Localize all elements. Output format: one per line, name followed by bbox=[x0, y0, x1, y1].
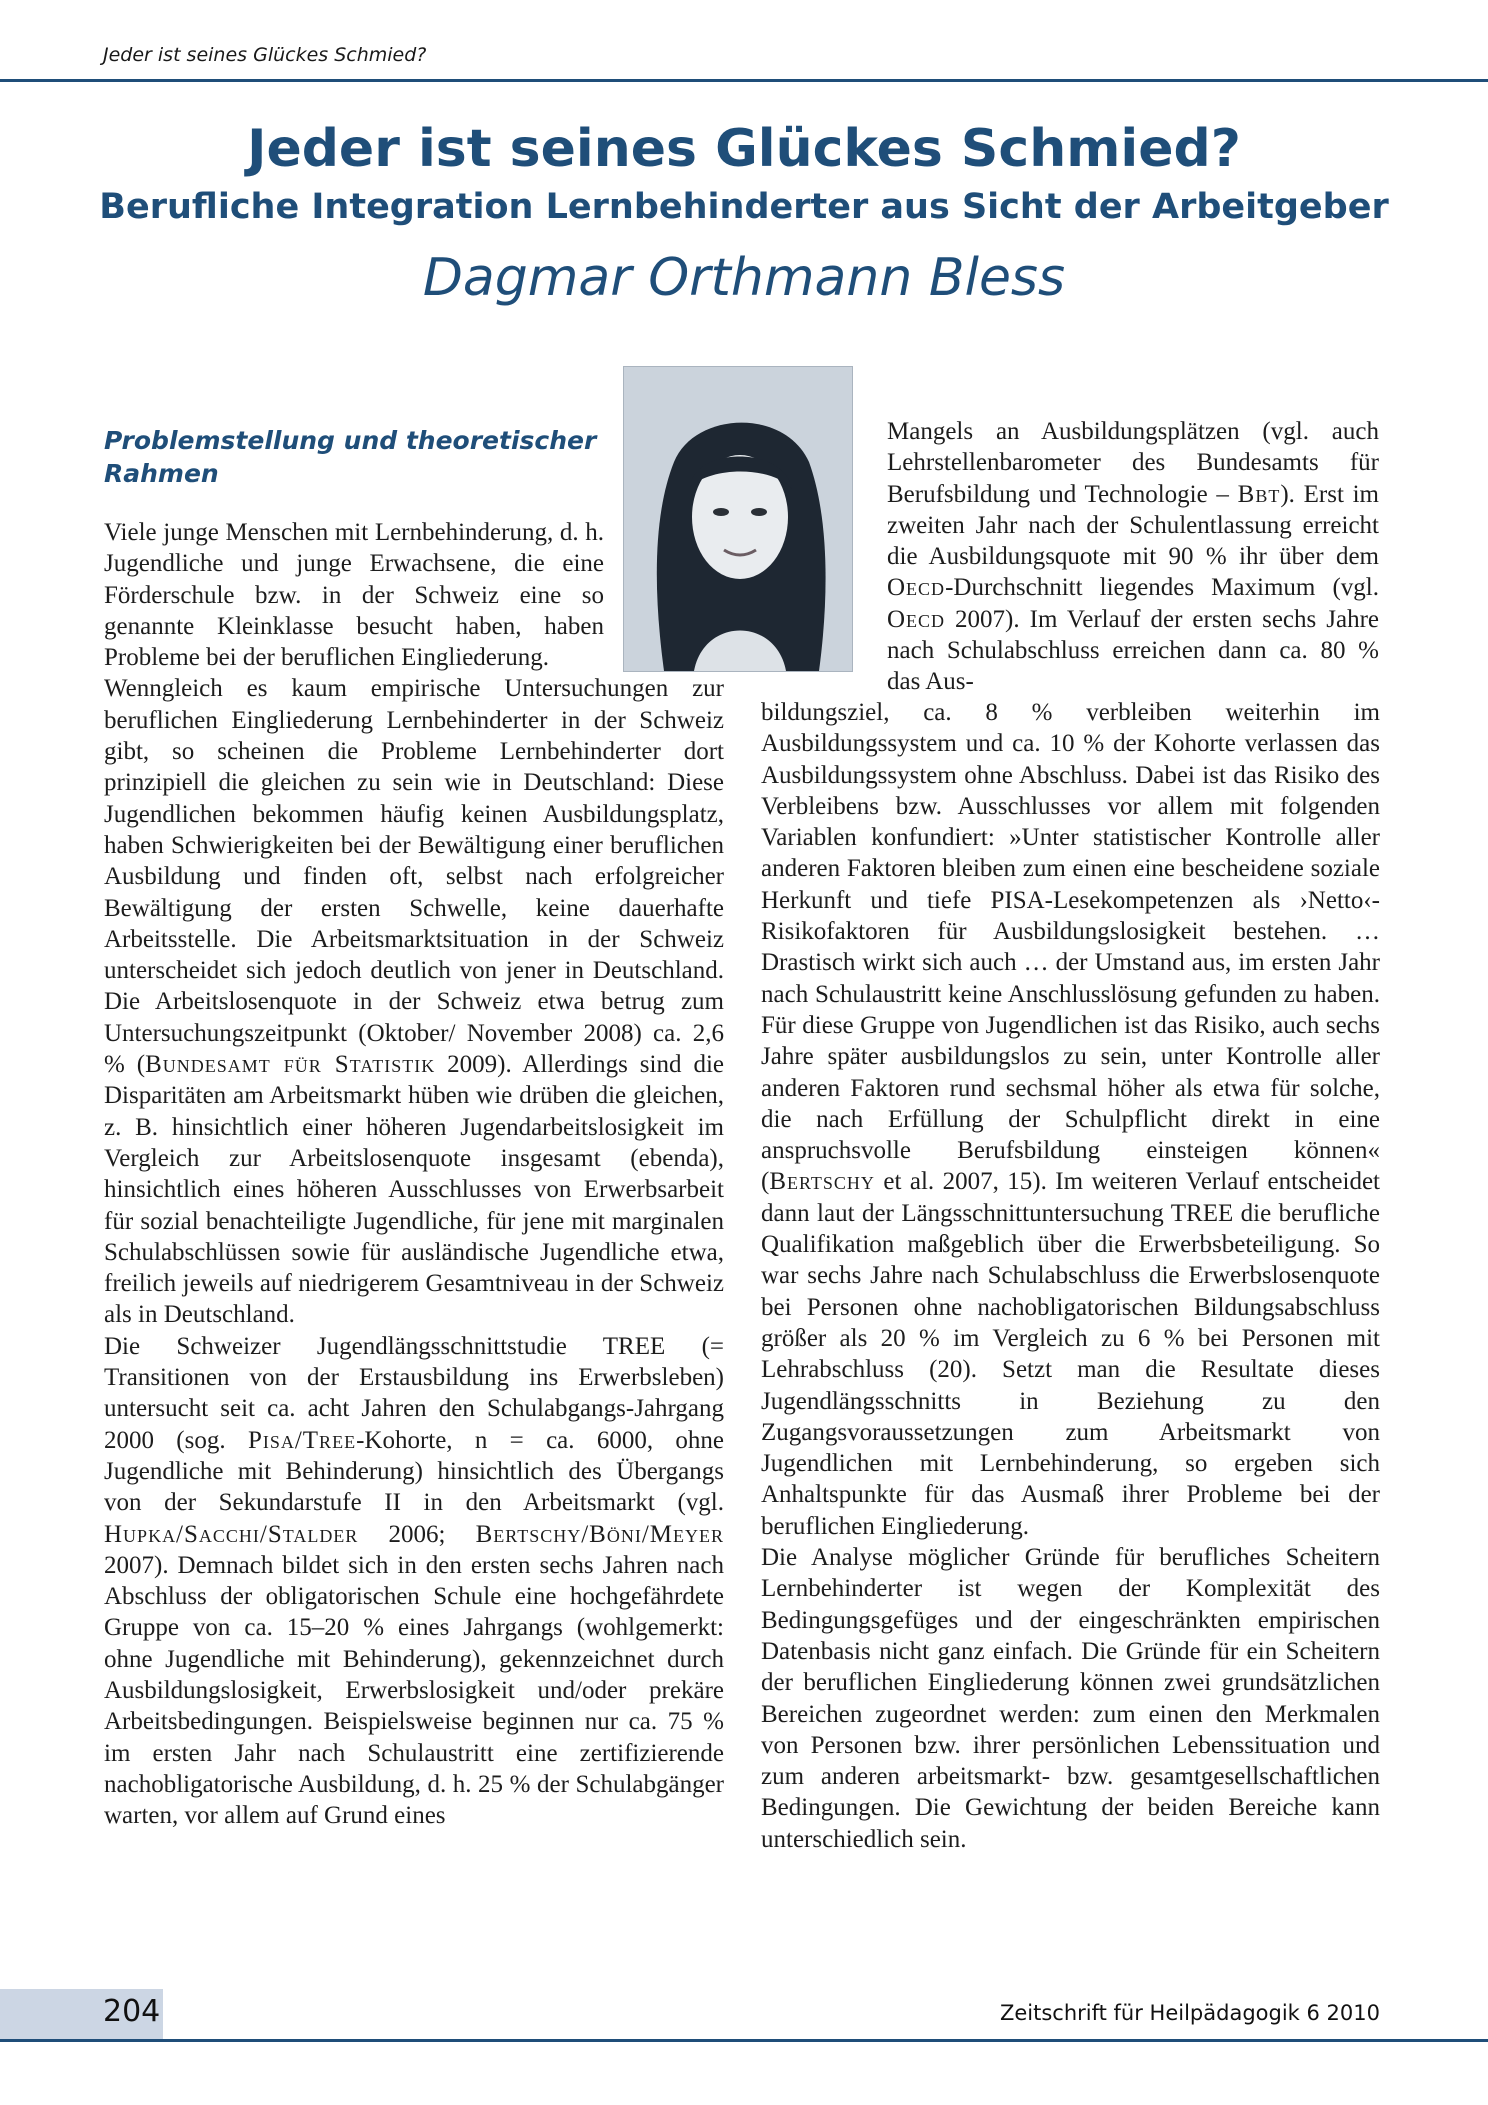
author-name: Dagmar Orthmann Bless bbox=[422, 248, 1066, 308]
right-column-top bbox=[887, 416, 1379, 698]
page-number: 204 bbox=[103, 1994, 161, 2029]
paragraph: Mangels an Ausbildungsplätzen (vgl. auch Lehrstellenbarometer des Bundesamts für Berufsbildung und Technologie – Bbt). Erst im zweiten Jahr nach der Schulentlassung erreicht die Ausbildungsquote mit 90 % ihr über dem Oecd-Durchschnitt liegendes Maximum (vgl. Oecd 2007). Im Verlauf der ersten sechs Jahre nach Schulabschluss erreichen dann ca. 80 % das Aus- bbox=[887, 418, 1379, 696]
running-head: Jeder ist seines Glückes Schmied? bbox=[103, 44, 427, 66]
citation: Bundesamt für Statistik bbox=[145, 1051, 436, 1079]
article-title: Jeder ist seines Glückes Schmied? bbox=[247, 119, 1241, 179]
citation: Pisa/Tree bbox=[247, 1426, 357, 1454]
header-rule bbox=[0, 79, 1488, 82]
article-subtitle: Berufliche Integration Lernbehinderter aus Sicht der Arbeitgeber bbox=[99, 187, 1389, 227]
citation: Hupka/Sacchi/Stalder bbox=[104, 1520, 359, 1548]
title-block bbox=[0, 118, 1488, 314]
journal-citation: Zeitschrift für Heilpädagogik 6 2010 bbox=[999, 2001, 1380, 2025]
left-column bbox=[104, 420, 724, 1831]
paragraph: Wenngleich es kaum empirische Untersuchungen zur beruflichen Eingliederung Lernbehinderter in der Schweiz gibt, so scheinen die Probleme Lernbehinderter dort prinzipiell die gleichen zu sein wie in Deutschland: Diese Jugendlichen bekommen häufig keinen Ausbildungsplatz, haben Schwierigkeiten bei der Bewältigung einer beruflichen Ausbildung und finden oft, selbst nach erfolgreicher Bewältigung der ersten Schwelle, keine dauerhafte Arbeitsstelle. Die Arbeitsmarktsituation in der Schweiz unterscheidet sich jedoch deutlich von jener in Deutschland. Die Arbeitslosenquote in der Schweiz etwa betrug zum Untersuchungszeitpunkt (Oktober/ November 2008) ca. 2,6 % (Bundesamt für Statistik 2009). Allerdings sind die Disparitäten am Arbeitsmarkt hüben wie drüben die gleichen, z. B. hinsichtlich einer höheren Jugendarbeitslosigkeit im Vergleich zur Arbeitslosenquote insgesamt (ebenda), hinsichtlich eines höheren Ausschlusses von Erwerbsarbeit für sozial benachteiligte Jugendliche, für jene mit marginalen Schulabschlüssen sowie für ausländische Jugendliche etwa, freilich jeweils auf niedrigerem Gesamtniveau in der Schweiz als in Deutschland. bbox=[104, 675, 724, 1329]
paragraph: bildungsziel, ca. 8 % verbleiben weiterhin im Ausbildungssystem und ca. 10 % der Kohorte verlassen das Ausbildungssystem ohne Abschluss. Dabei ist das Risiko des Verbleibens bzw. Ausschlusses vor allem mit folgenden Variablen konfundiert: »Unter statistischer Kontrolle aller anderen Faktoren bleiben zum einen eine bescheidene soziale Herkunft und tiefe PISA-Lesekompetenzen als ›Netto‹-Risikofaktoren für Ausbildungslosigkeit bestehen. … Drastisch wirkt sich auch … der Umstand aus, im ersten Jahr nach Schulaustritt keine Anschlusslösung gefunden zu haben. Für diese Gruppe von Jugendlichen ist das Risiko, auch sechs Jahre später ausbildungslos zu sein, unter Kontrolle aller anderen Faktoren rund sechsmal höher als etwa für solche, die nach Erfüllung der Schulpflicht direkt in eine anspruchsvolle Berufsbildung einsteigen können« (Bertschy et al. 2007, 15). Im weiteren Verlauf entscheidet dann laut der Längsschnittuntersuchung TREE die berufliche Qualifikation maßgeblich über die Erwerbsbeteiligung. So war sechs Jahre nach Schulabschluss die Erwerbslosenquote bei Personen ohne nachobligatorischen Bildungsabschluss größer als 20 % im Vergleich zu 6 % bei Personen mit Lehrabschluss (20). Setzt man die Resultate dieses Jugendlängsschnitts in Beziehung zu den Zugangsvoraussetzungen zum Arbeitsmarkt von Jugendlichen mit Lernbehinderung, so ergeben sich Anhaltspunkte für das Ausmaß ihrer Probleme bei der beruflichen Eingliederung. bbox=[761, 699, 1380, 1540]
citation: Bertschy bbox=[769, 1168, 875, 1196]
citation: Bertschy/Böni/Meyer bbox=[475, 1520, 724, 1548]
section-heading: Problemstellung und theoretischer Rahmen bbox=[104, 426, 597, 488]
paragraph: Die Schweizer Jugendlängsschnittstudie TREE (= Transitionen von der Erstausbildung ins Erwerbsleben) untersucht seit ca. acht Jahren den Schulabgangs-Jahrgang 2000 (sog. Pisa/Tree-Kohorte, n = ca. 6000, ohne Jugendliche mit Behinderung) hinsichtlich des Übergangs von der Sekundarstufe II in den Arbeitsmarkt (vgl. Hupka/Sacchi/Stalder 2006; Bertschy/Böni/Meyer 2007). Demnach bildet sich in den ersten sechs Jahren nach Abschluss der obligatorischen Schule eine hochgefährdete Gruppe von ca. 15–20 % eines Jahrgangs (wohlgemerkt: ohne Jugendliche mit Behinderung), gekennzeichnet durch Ausbildungslosigkeit, Erwerbslosigkeit und/oder prekäre Arbeitsbedingungen. Beispielsweise beginnen nur ca. 75 % im ersten Jahr nach Schulaustritt eine zertifizierende nachobligatorische Ausbildung, d. h. 25 % der Schulabgänger warten, vor allem auf Grund eines bbox=[104, 1332, 724, 1830]
right-column bbox=[761, 697, 1380, 1855]
paragraph: Die Analyse möglicher Gründe für berufliches Scheitern Lernbehinderter ist wegen der Komplexität des Bedingungsgefüges und der eingeschränkten empirischen Datenbasis nicht ganz einfach. Die Gründe für ein Scheitern der beruflichen Eingliederung können zwei grundsätzlichen Bereichen zugeordnet werden: zum einen den Merkmalen von Personen bzw. ihrer persönlichen Lebenssituation und zum anderen arbeitsmarkt- bzw. gesamtgesellschaftlichen Bedingungen. Die Gewichtung der beiden Bereiche kann unterschiedlich sein. bbox=[761, 1544, 1380, 1853]
citation: Bbt bbox=[1237, 480, 1281, 508]
paragraph: Viele junge Menschen mit Lernbehinderung, d. h. Jugendliche und junge Erwachsene, die eine Förderschule bzw. in der Schweiz eine so genannte Kleinklasse besucht haben, haben Probleme bei der beruflichen Eingliederung. bbox=[104, 519, 604, 672]
footer-rule bbox=[0, 2039, 1488, 2042]
citation: Oecd bbox=[887, 574, 946, 602]
citation: Oecd bbox=[887, 605, 946, 633]
